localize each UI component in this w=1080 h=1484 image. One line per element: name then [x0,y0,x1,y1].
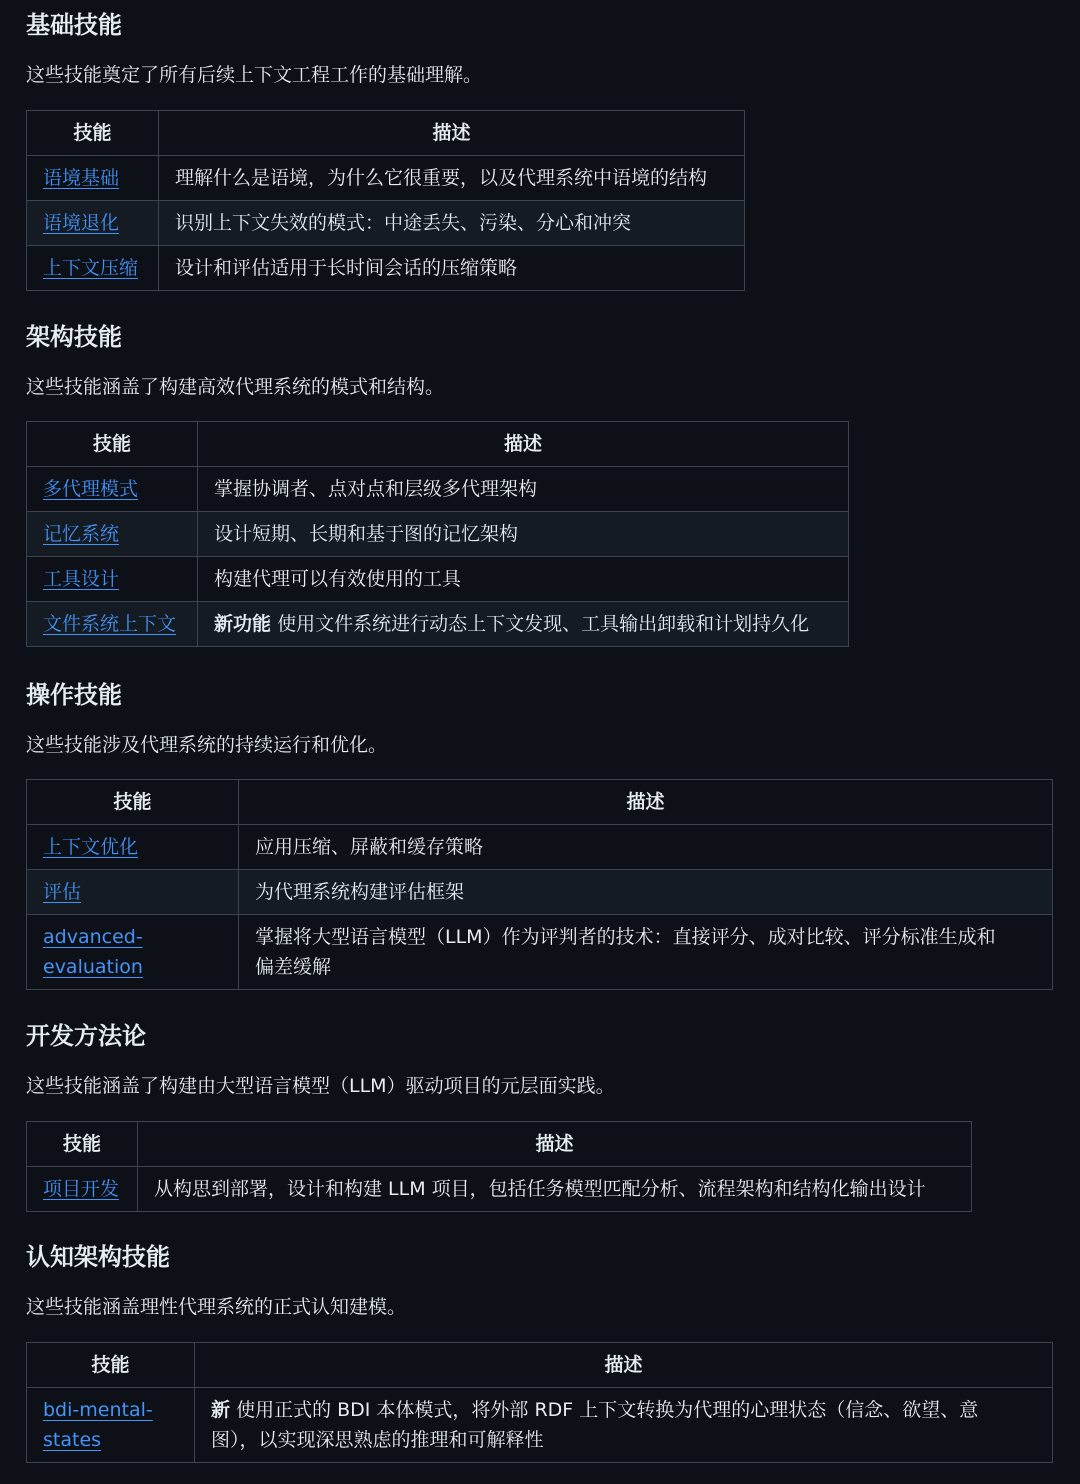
skill-cell [27,512,198,557]
header-skill: 技能 [27,780,239,825]
skills-table-foundational [26,110,745,291]
skill-cell [27,246,159,291]
header-desc: 描述 [195,1343,1053,1388]
table-row [27,246,745,291]
skill-link-evaluation[interactable]: 评估 [43,881,82,903]
desc-cell: 识别上下文失效的模式：中途丢失、污染、分心和冲突 [159,201,745,246]
skill-cell [27,825,239,870]
skill-link-context-fundamentals[interactable]: 语境基础 [43,167,120,189]
table-header-row [27,1122,972,1167]
skill-cell [27,1388,195,1463]
section-desc-foundational: 这些技能奠定了所有后续上下文工程工作的基础理解。 [26,64,483,86]
skill-link-context-degradation[interactable]: 语境退化 [43,212,120,234]
desc-cell: 设计短期、长期和基于图的记忆架构 [198,512,849,557]
skill-link-filesystem-context[interactable]: 文件系统上下文 [43,613,177,635]
skill-link-context-compression[interactable]: 上下文压缩 [43,257,139,279]
skill-link-line: advanced- [43,926,143,948]
header-desc: 描述 [198,422,849,467]
skill-link-advanced-evaluation[interactable] [43,926,143,978]
table-header-row [27,1343,1053,1388]
table-row [27,870,1053,915]
skill-link-context-optimization[interactable]: 上下文优化 [43,836,139,858]
section-desc-cognitive: 这些技能涵盖理性代理系统的正式认知建模。 [26,1296,407,1318]
section-desc-methodology: 这些技能涵盖了构建由大型语言模型（LLM）驱动项目的元层面实践。 [26,1075,615,1097]
table-row [27,825,1053,870]
desc-cell: 从构思到部署，设计和构建 LLM 项目，包括任务模型匹配分析、流程架构和结构化输出设计 [138,1167,972,1212]
section-desc-operational: 这些技能涉及代理系统的持续运行和优化。 [26,734,388,756]
header-skill: 技能 [27,111,159,156]
table-row [27,1388,1053,1463]
header-skill: 技能 [27,422,198,467]
table-header-row [27,780,1053,825]
section-title-architectural: 架构技能 [26,323,122,351]
skill-cell [27,915,239,990]
skills-table-architectural [26,421,849,647]
skill-cell [27,156,159,201]
skill-link-memory-systems[interactable]: 记忆系统 [43,523,120,545]
table-row [27,1167,972,1212]
desc-cell: 掌握协调者、点对点和层级多代理架构 [198,467,849,512]
table-row [27,602,849,647]
desc-cell [239,915,1053,990]
new-feature-badge: 新功能 [214,613,272,635]
skill-cell [27,557,198,602]
section-title-methodology: 开发方法论 [26,1022,146,1050]
skill-cell [27,467,198,512]
skill-cell [27,602,198,647]
desc-cell: 应用压缩、屏蔽和缓存策略 [239,825,1053,870]
desc-cell [195,1388,1053,1463]
header-desc: 描述 [159,111,745,156]
desc-line: 掌握将大型语言模型（LLM）作为评判者的技术：直接评分、成对比较、评分标准生成和 [255,926,996,948]
desc-cell: 为代理系统构建评估框架 [239,870,1053,915]
desc-text: 使用文件系统进行动态上下文发现、工具输出卸载和计划持久化 [277,613,810,635]
table-row [27,201,745,246]
skill-link-line: evaluation [43,956,143,978]
table-header-row [27,422,849,467]
skills-table-cognitive [26,1342,1053,1463]
table-row [27,156,745,201]
desc-line: 图），以实现深思熟虑的推理和可解释性 [211,1429,544,1451]
skill-link-line: bdi-mental- [43,1399,153,1421]
table-header-row [27,111,745,156]
desc-cell: 构建代理可以有效使用的工具 [198,557,849,602]
new-badge: 新 [211,1399,231,1421]
table-row [27,512,849,557]
header-skill: 技能 [27,1122,138,1167]
table-row [27,557,849,602]
desc-cell: 理解什么是语境，为什么它很重要，以及代理系统中语境的结构 [159,156,745,201]
table-row [27,915,1053,990]
section-title-cognitive: 认知架构技能 [26,1243,170,1271]
header-skill: 技能 [27,1343,195,1388]
header-desc: 描述 [138,1122,972,1167]
skill-cell [27,201,159,246]
skills-table-operational [26,779,1053,990]
desc-cell: 设计和评估适用于长时间会话的压缩策略 [159,246,745,291]
skill-link-line: states [43,1429,102,1451]
section-title-foundational: 基础技能 [26,11,122,39]
skill-cell [27,1167,138,1212]
section-title-operational: 操作技能 [26,681,122,709]
skill-link-bdi-mental-states[interactable] [43,1399,153,1451]
desc-line: 偏差缓解 [255,956,332,978]
skill-link-tool-design[interactable]: 工具设计 [43,568,120,590]
skill-link-multi-agent-patterns[interactable]: 多代理模式 [43,478,139,500]
skill-link-project-development[interactable]: 项目开发 [43,1178,120,1200]
section-desc-architectural: 这些技能涵盖了构建高效代理系统的模式和结构。 [26,376,445,398]
desc-line: 使用正式的 BDI 本体模式，将外部 RDF 上下文转换为代理的心理状态（信念、欲望、意 [236,1399,979,1421]
desc-cell [198,602,849,647]
header-desc: 描述 [239,780,1053,825]
skill-cell [27,870,239,915]
skills-table-methodology [26,1121,972,1212]
table-row [27,467,849,512]
